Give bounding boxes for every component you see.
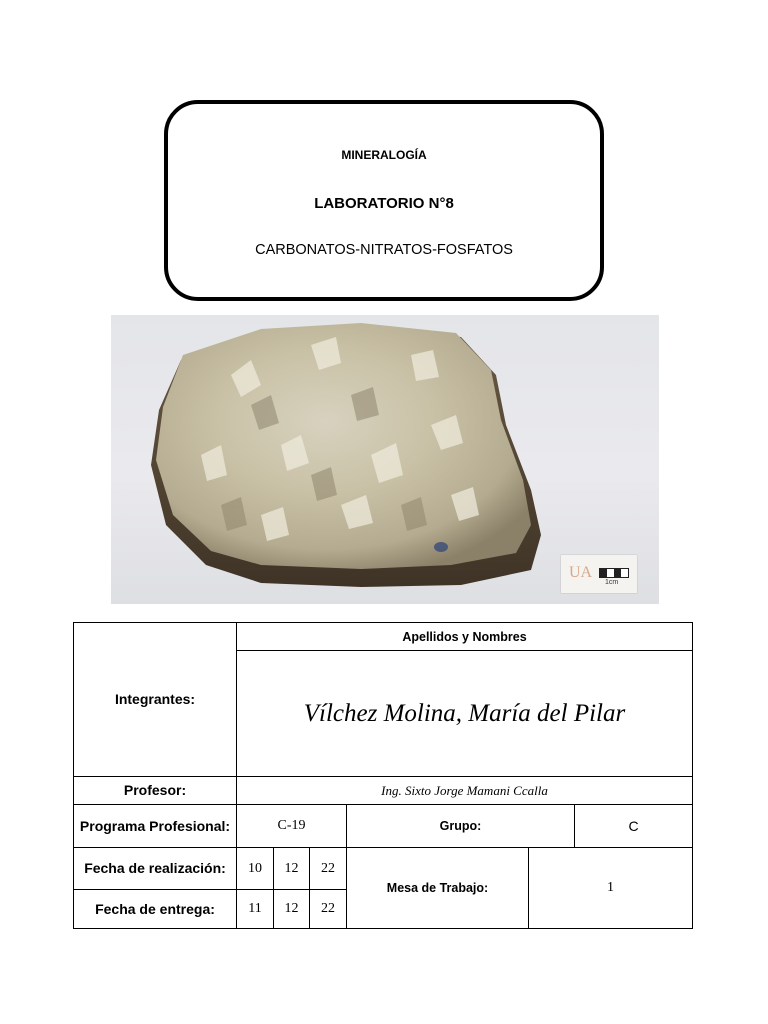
realizacion-year: 22 — [310, 848, 347, 890]
scale-logo: UA — [569, 564, 593, 581]
lab-title: LABORATORIO N°8 — [314, 195, 454, 212]
title-box — [164, 100, 604, 301]
mesa-label: Mesa de Trabajo: — [347, 848, 529, 929]
entrega-year: 22 — [310, 890, 347, 929]
profesor-value: Ing. Sixto Jorge Mamani Ccalla — [237, 777, 693, 805]
fecha-entrega-label: Fecha de entrega: — [74, 890, 237, 929]
names-header: Apellidos y Nombres — [237, 623, 693, 651]
grupo-value: C — [575, 805, 693, 848]
grupo-label: Grupo: — [347, 805, 575, 848]
entrega-month: 12 — [274, 890, 310, 929]
programa-label: Programa Profesional: — [74, 805, 237, 848]
mesa-value: 1 — [529, 848, 693, 929]
integrantes-label: Integrantes: — [74, 623, 237, 777]
realizacion-month: 12 — [274, 848, 310, 890]
scale-bar — [599, 568, 629, 578]
entrega-day: 11 — [237, 890, 274, 929]
profesor-label: Profesor: — [74, 777, 237, 805]
student-info-table — [73, 622, 693, 929]
scale-tag — [561, 555, 637, 593]
course-title: MINERALOGÍA — [341, 148, 427, 162]
realizacion-day: 10 — [237, 848, 274, 890]
student-name: Vílchez Molina, María del Pilar — [237, 651, 693, 777]
fecha-realizacion-label: Fecha de realización: — [74, 848, 237, 890]
scale-unit: 1cm — [605, 579, 619, 586]
lab-topic: CARBONATOS-NITRATOS-FOSFATOS — [255, 242, 513, 258]
programa-value: C-19 — [237, 805, 347, 848]
mineral-photo — [111, 315, 659, 604]
